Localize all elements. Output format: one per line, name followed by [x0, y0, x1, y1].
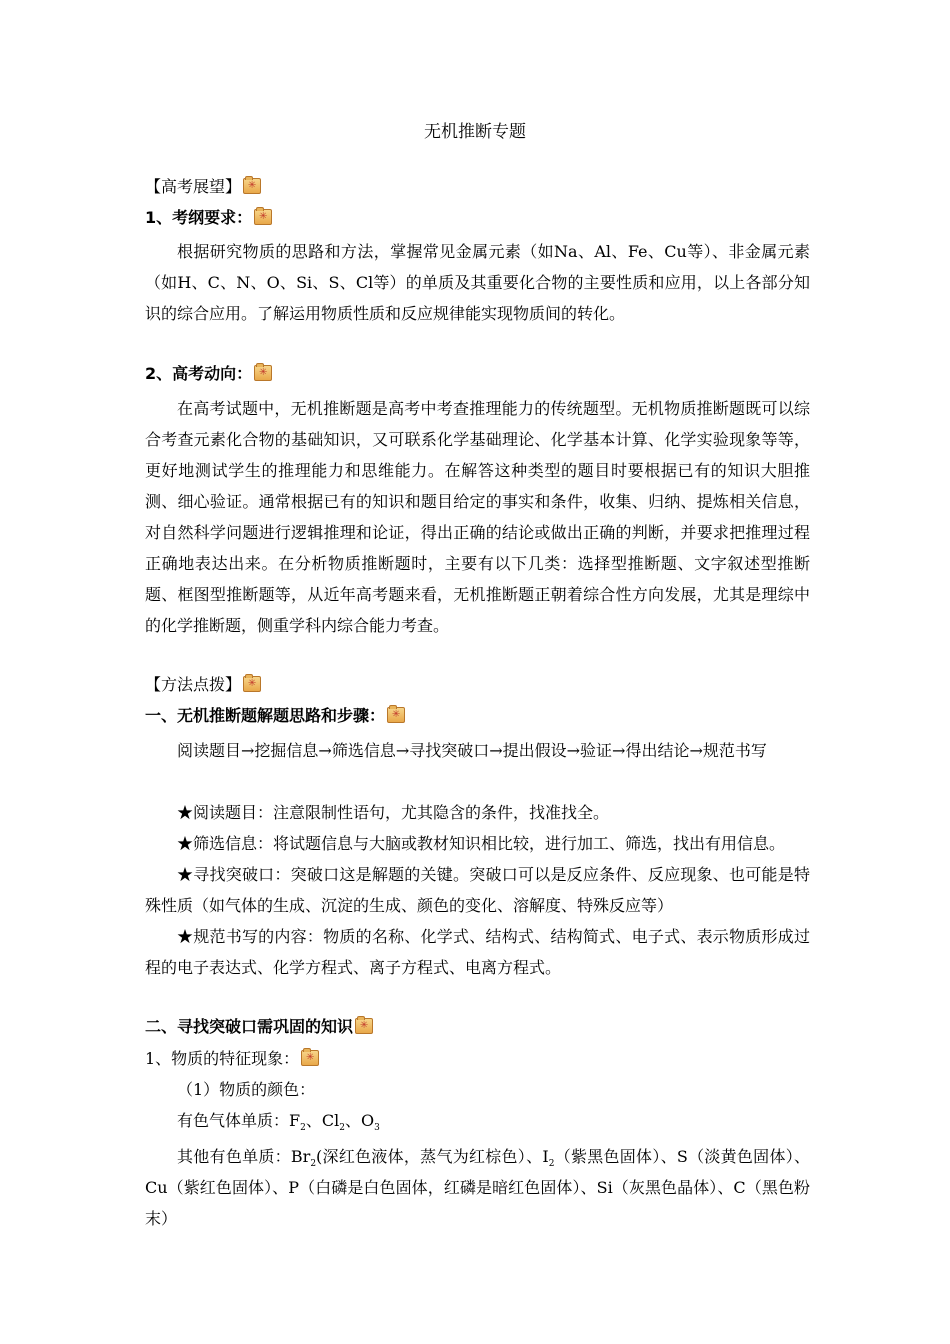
- paragraph-star-read: ★阅读题目：注意限制性语句，尤其隐含的条件，找准找全。: [177, 803, 610, 822]
- subscript: 2: [300, 1123, 306, 1133]
- subheading-steps: [145, 704, 810, 728]
- section-heading-outlook: [145, 175, 810, 199]
- subheading-text: 二、寻找突破口需巩固的知识: [145, 1017, 354, 1036]
- paragraph-star-writing: ★规范书写的内容：物质的名称、化学式、结构式、结构简式、电子式、表示物质形成过程的电子表达式、化学方程式、离子方程式、电离方程式。: [145, 927, 810, 977]
- subscript: 2: [548, 1159, 555, 1169]
- element-text: （紫黑色固体）、S（淡黄色固体）、Cu（紫红色固体）、P（白磷是白色固体，红磷是暗红色固体）、Si（灰黑色晶体）、C（黑色粉末）: [145, 1147, 810, 1228]
- subheading-phenomena: [145, 1047, 810, 1071]
- element-text: (深红色液体，蒸气为红棕色）、I: [316, 1147, 549, 1166]
- subscript: 2: [339, 1123, 345, 1133]
- paragraph-star-filter: ★筛选信息：将试题信息与大脑或教材知识相比较，进行加工、筛选，找出有用信息。: [177, 834, 786, 853]
- paragraph-steps-flow: 阅读题目→挖掘信息→筛选信息→寻找突破口→提出假设→验证→得出结论→规范书写: [177, 741, 767, 760]
- folder-icon[interactable]: [355, 1018, 373, 1034]
- paragraph-trends: 在高考试题中，无机推断题是高考中考查推理能力的传统题型。无机物质推断题既可以综合考查元素化合物的基础知识，又可联系化学基础理论、化学基本计算、化学实验现象等等，更好地测试学生的推理能力和思维能力。在解答这种类型的题目时要根据已有的知识大胆推测、细心验证。通常根据已有的知识和题目给定的事实和条件，收集、归纳、提炼相关信息，对自然科学问题进行逻辑推理和论证，得出正确的结论或做出正确的判断，并要求把推理过程正确地表达出来。在分析物质推断题时，主要有以下几类：选择型推断题、文字叙述型推断题、框图型推断题等，从近年高考题来看，无机推断题正朝着综合性方向发展，尤其是理综中的化学推断题，侧重学科内综合能力考查。: [145, 399, 810, 635]
- folder-icon[interactable]: [387, 707, 405, 723]
- subheading-syllabus: [145, 206, 810, 230]
- item-color: （1）物质的颜色：: [177, 1080, 316, 1099]
- subscript: 3: [374, 1123, 380, 1133]
- folder-icon[interactable]: [243, 178, 261, 194]
- subscript: 2: [310, 1159, 317, 1169]
- page-title: 无机推断专题: [424, 122, 526, 142]
- folder-icon[interactable]: [301, 1050, 319, 1066]
- subheading-text: 1、物质的特征现象：: [145, 1049, 300, 1068]
- gas-text: 、Cl: [305, 1111, 340, 1130]
- gas-text: 、O: [344, 1111, 375, 1130]
- subheading-trends: [145, 362, 810, 386]
- section-heading-text: 【高考展望】: [145, 177, 242, 196]
- folder-icon[interactable]: [254, 365, 272, 381]
- subheading-text: 1、考纲要求：: [145, 208, 253, 227]
- folder-icon[interactable]: [254, 209, 272, 225]
- subheading-knowledge: [145, 1015, 810, 1039]
- folder-icon[interactable]: [243, 676, 261, 692]
- element-text: 其他有色单质：Br: [177, 1147, 311, 1166]
- gas-text: 有色气体单质：F: [177, 1111, 301, 1130]
- paragraph-syllabus: 根据研究物质的思路和方法，掌握常见金属元素（如Na、Al、Fe、Cu等）、非金属元素（如H、C、N、O、Si、S、Cl等）的单质及其重要化合物的主要性质和应用，以上各部分知识的综合应用。了解运用物质性质和反应规律能实现物质间的转化。: [145, 242, 810, 323]
- section-heading-method: [145, 673, 810, 697]
- subheading-text: 一、无机推断题解题思路和步骤：: [145, 706, 386, 725]
- subheading-text: 2、高考动向：: [145, 364, 253, 383]
- line-colored-gases: [177, 1109, 842, 1133]
- paragraph-colored-elements: [145, 1141, 810, 1234]
- section-heading-text: 【方法点拨】: [145, 675, 242, 694]
- paragraph-star-breakthrough: ★寻找突破口：突破口这是解题的关键。突破口可以是反应条件、反应现象、也可能是特殊性质（如气体的生成、沉淀的生成、颜色的变化、溶解度、特殊反应等）: [145, 865, 810, 915]
